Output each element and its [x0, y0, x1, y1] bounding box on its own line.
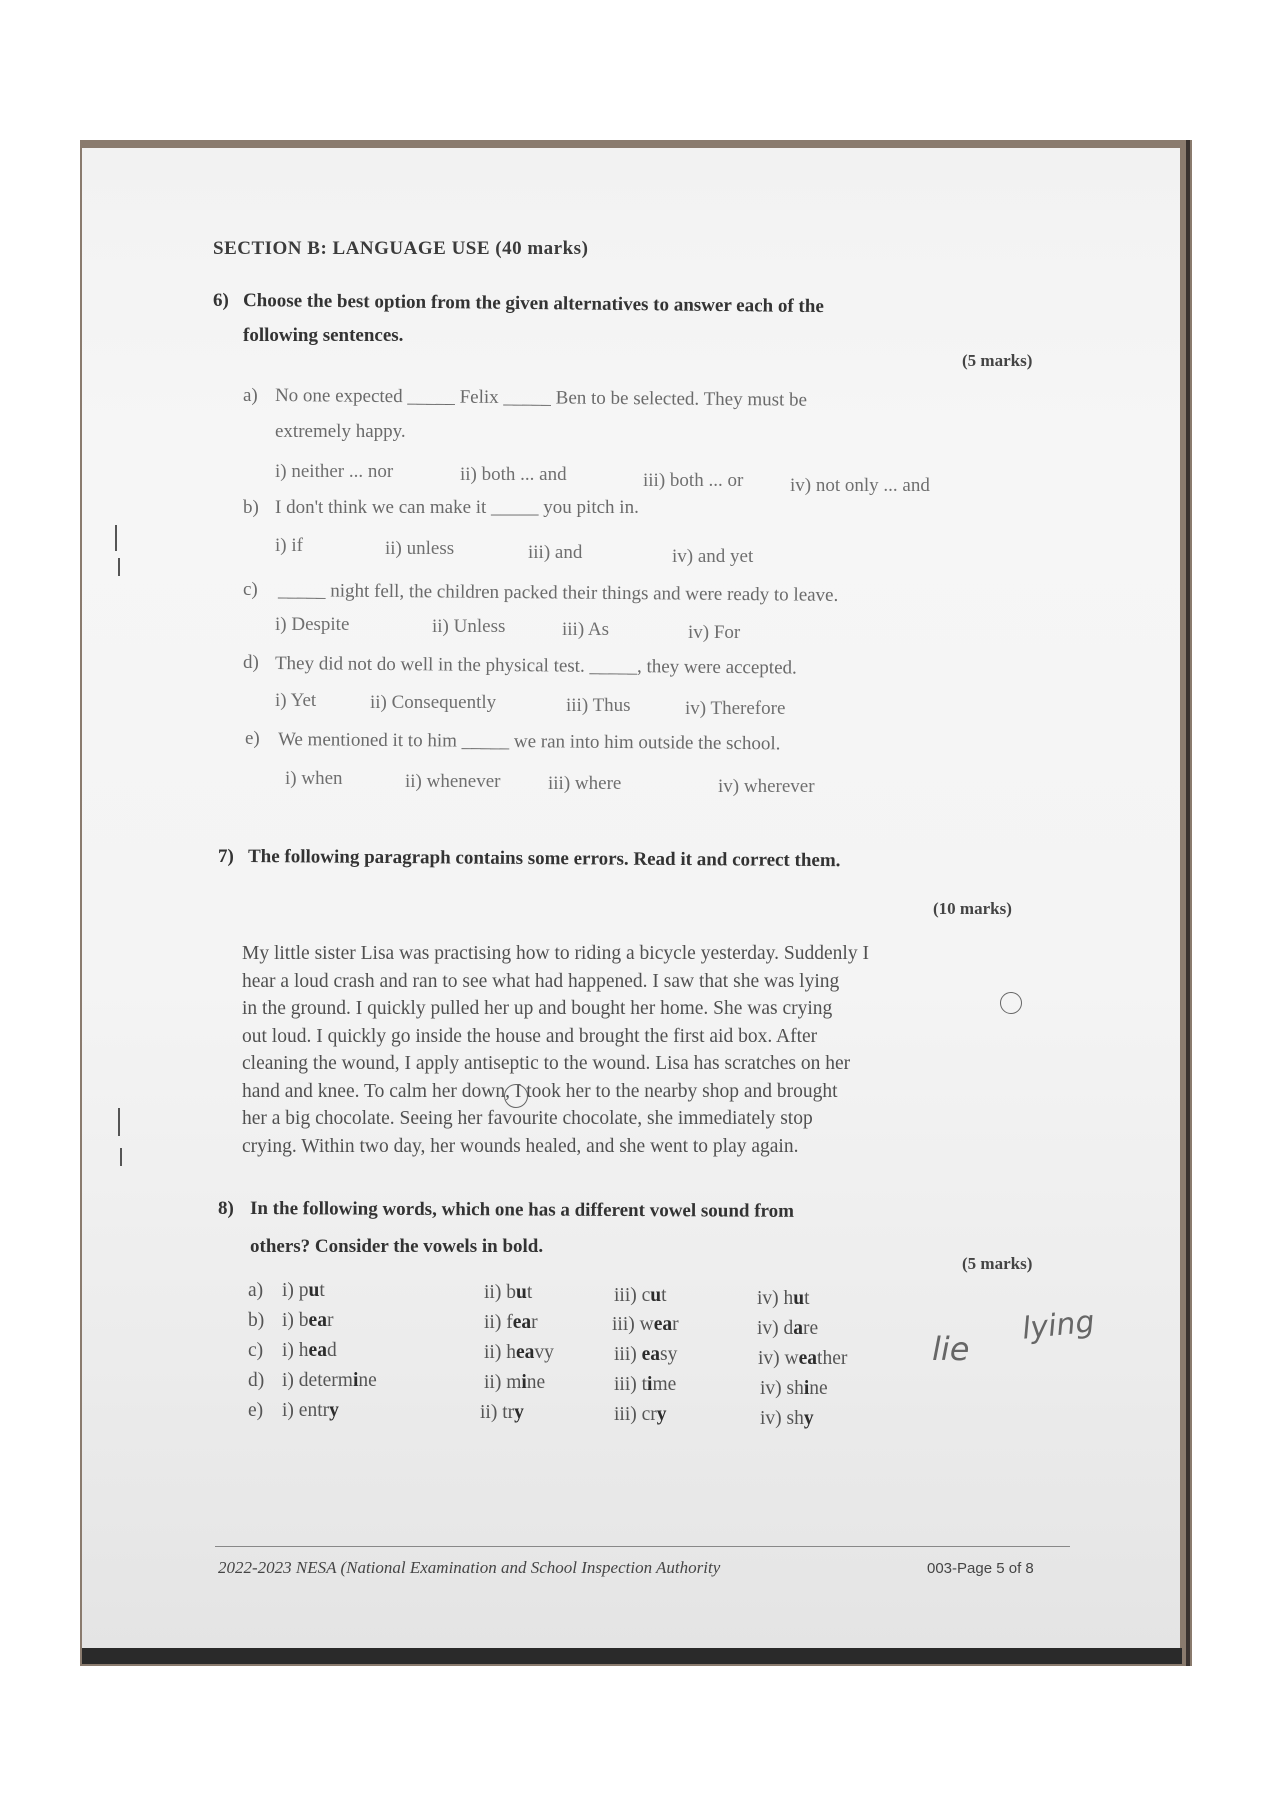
- margin-mark: [118, 558, 120, 576]
- q8-prompt: In the following words, which one has a different vowel sound from: [249, 1198, 795, 1222]
- margin-mark: [118, 1108, 120, 1136]
- q6-marks: (5 marks): [962, 351, 1033, 370]
- word-part: me: [652, 1374, 677, 1395]
- q6e-text: We mentioned it to him _____ we ran into him outside the school.: [277, 729, 781, 755]
- bold-vowel: y: [656, 1404, 667, 1425]
- q6e-option-2: ii) whenever: [405, 771, 501, 792]
- handwritten-note: lie: [932, 1330, 970, 1368]
- bold-vowel: y: [514, 1402, 524, 1423]
- word-part: re: [803, 1318, 819, 1339]
- q6b-option-3: iii) and: [528, 542, 583, 563]
- word-part: t: [661, 1285, 667, 1306]
- word-part: ii) h: [484, 1342, 516, 1363]
- word-part: iii) t: [614, 1374, 648, 1395]
- q6-prompt: Choose the best option from the given alternatives to answer each of the: [242, 290, 824, 318]
- q6d-text: They did not do well in the physical test. _____, they were accepted.: [274, 653, 797, 679]
- q6b-option-4: iv) and yet: [672, 546, 754, 567]
- word-part: t: [526, 1282, 533, 1303]
- q8e-word-3: [614, 1404, 667, 1426]
- word-part: i) p: [282, 1280, 309, 1301]
- pen-circle-mark: [1000, 992, 1022, 1014]
- q7-paragraph: [242, 940, 1072, 1160]
- word-part: r: [326, 1310, 334, 1331]
- q8c-label: c): [248, 1340, 264, 1361]
- q6b-option-1: i) if: [275, 535, 303, 556]
- q6b-label: b): [243, 497, 259, 518]
- q6c-label: c): [243, 579, 258, 600]
- section-title: SECTION B: LANGUAGE USE (40 marks): [213, 238, 589, 259]
- margin-mark: [115, 525, 117, 551]
- q8b-word-4: [757, 1318, 818, 1340]
- bold-vowel: ea: [308, 1340, 327, 1361]
- q6c-option-3: iii) As: [562, 619, 609, 640]
- q8a-word-1: [282, 1280, 325, 1302]
- q8b-word-1: [282, 1310, 333, 1332]
- q6c-option-2: ii) Unless: [432, 616, 506, 637]
- bold-vowel: y: [329, 1400, 339, 1421]
- page-number: 003-Page 5 of 8: [927, 1560, 1034, 1577]
- bold-vowel: u: [515, 1282, 527, 1303]
- bold-vowel: ea: [515, 1342, 535, 1363]
- bold-vowel: ea: [641, 1344, 661, 1365]
- word-part: iv) h: [757, 1288, 794, 1309]
- q8e-label: e): [248, 1400, 264, 1421]
- paragraph-line: crying. Within two day, her wounds healed, and she went to play again.: [242, 1135, 799, 1157]
- word-part: ii) f: [484, 1312, 513, 1333]
- paragraph-line: hand and knee. To calm her down, I took her to the nearby shop and brought: [242, 1080, 838, 1102]
- handwritten-note: lying: [1020, 1304, 1097, 1347]
- q6a-option-1: i) neither ... nor: [275, 461, 394, 482]
- bold-vowel: ea: [653, 1314, 673, 1335]
- word-part: iii) cr: [614, 1404, 657, 1425]
- q6a-option-3: iii) both ... or: [643, 470, 744, 491]
- bold-vowel: u: [650, 1285, 662, 1306]
- q8e-word-2: [480, 1402, 524, 1424]
- q8a-word-2: [484, 1282, 532, 1304]
- word-part: i) h: [282, 1340, 309, 1361]
- q6a-option-4: iv) not only ... and: [790, 475, 930, 496]
- q7-marks: (10 marks): [933, 899, 1012, 918]
- pen-circle-mark: [504, 1084, 528, 1108]
- q6-number: 6): [213, 290, 229, 311]
- word-part: r: [672, 1314, 679, 1335]
- q6d-label: d): [243, 652, 259, 673]
- word-part: ii) m: [484, 1372, 522, 1393]
- bold-vowel: ea: [512, 1312, 532, 1333]
- word-part: iv) d: [757, 1318, 794, 1339]
- bold-vowel: i: [352, 1370, 359, 1391]
- q8a-label: a): [248, 1280, 264, 1301]
- word-part: iii): [614, 1344, 642, 1365]
- paragraph-line: in the ground. I quickly pulled her up and bought her home. She was crying: [242, 998, 833, 1019]
- q8c-word-4: [758, 1348, 847, 1370]
- q8c-word-1: [282, 1340, 337, 1362]
- q8e-word-1: [282, 1400, 339, 1422]
- word-part: sy: [660, 1344, 678, 1365]
- exam-page: [82, 148, 1180, 1656]
- bold-vowel: ea: [798, 1348, 818, 1369]
- paragraph-line: hear a loud crash and ran to see what had happened. I saw that she was lying: [242, 970, 840, 992]
- word-part: iv) sh: [760, 1408, 804, 1429]
- bold-vowel: y: [803, 1408, 814, 1429]
- word-part: i) b: [282, 1310, 309, 1331]
- word-part: r: [531, 1312, 538, 1333]
- q8-number: 8): [218, 1198, 234, 1219]
- paragraph-line: out loud. I quickly go inside the house and brought the first aid box. After: [242, 1025, 818, 1047]
- word-part: i) determ: [282, 1370, 353, 1391]
- q6-prompt-line2: following sentences.: [243, 325, 404, 346]
- paragraph-line: My little sister Lisa was practising how to riding a bicycle yesterday. Suddenly I: [242, 943, 869, 964]
- word-part: t: [804, 1288, 810, 1309]
- q8a-word-3: [614, 1285, 667, 1307]
- word-part: vy: [534, 1342, 554, 1363]
- q6c-option-1: i) Despite: [275, 614, 350, 635]
- paragraph-line: her a big chocolate. Seeing her favourite chocolate, she immediately stop: [242, 1108, 813, 1129]
- q6d-option-3: iii) Thus: [566, 695, 631, 716]
- q8-marks: (5 marks): [962, 1254, 1033, 1273]
- word-part: i) entr: [282, 1400, 330, 1421]
- footer-text: 2022-2023 NESA (National Examination and School Inspection Authority: [218, 1558, 721, 1577]
- q6e-label: e): [245, 728, 260, 749]
- margin-mark: [120, 1148, 122, 1166]
- q8b-label: b): [248, 1310, 265, 1331]
- footer-divider: [215, 1546, 1070, 1547]
- q6c-option-4: iv) For: [688, 622, 741, 643]
- word-part: iv) w: [758, 1348, 799, 1369]
- paragraph-line: cleaning the wound, I apply antiseptic to the wound. Lisa has scratches on her: [242, 1053, 851, 1074]
- q6b-text: I don't think we can make it _____ you pitch in.: [275, 497, 639, 518]
- bold-vowel: u: [308, 1280, 320, 1301]
- word-part: ii) b: [484, 1282, 516, 1303]
- bold-vowel: u: [793, 1288, 805, 1309]
- q8b-word-3: [612, 1314, 679, 1336]
- q6e-option-4: iv) wherever: [718, 776, 815, 797]
- word-part: ne: [358, 1370, 377, 1391]
- q8d-word-3: [614, 1374, 676, 1396]
- q8c-word-3: [614, 1344, 677, 1366]
- q6a-option-2: ii) both ... and: [460, 464, 567, 485]
- q8e-word-4: [760, 1408, 814, 1430]
- word-part: ne: [526, 1372, 546, 1393]
- word-part: ther: [817, 1348, 848, 1369]
- bold-vowel: ea: [308, 1310, 327, 1331]
- bold-vowel: a: [793, 1318, 804, 1339]
- q8b-word-2: [484, 1312, 538, 1334]
- q6e-option-1: i) when: [285, 768, 343, 789]
- q6a-label: a): [243, 385, 258, 406]
- word-part: t: [319, 1280, 325, 1301]
- q8d-word-1: [282, 1370, 377, 1392]
- word-part: d: [326, 1340, 337, 1361]
- bold-vowel: i: [803, 1378, 810, 1399]
- q6d-option-2: ii) Consequently: [370, 692, 497, 713]
- page-right-edge: [1186, 140, 1190, 1666]
- q6e-option-3: iii) where: [548, 773, 622, 794]
- q7-number: 7): [218, 846, 234, 867]
- q8-prompt-line2: others? Consider the vowels in bold.: [250, 1236, 544, 1257]
- q8d-label: d): [248, 1370, 265, 1391]
- q6c-text: _____ night fell, the children packed their things and were ready to leave.: [277, 580, 839, 606]
- q8c-word-2: [484, 1342, 554, 1364]
- word-part: ii) tr: [480, 1402, 515, 1423]
- q8d-word-2: [484, 1372, 545, 1394]
- q7-prompt: The following paragraph contains some errors. Read it and correct them.: [247, 846, 841, 872]
- q8a-word-4: [757, 1288, 810, 1310]
- word-part: iv) sh: [760, 1378, 804, 1399]
- q6a-text-line2: extremely happy.: [275, 421, 406, 442]
- q6b-option-2: ii) unless: [385, 538, 455, 559]
- word-part: iii) w: [612, 1314, 654, 1335]
- word-part: iii) c: [614, 1285, 651, 1306]
- q6d-option-1: i) Yet: [275, 690, 317, 711]
- q6d-option-4: iv) Therefore: [685, 698, 786, 719]
- q8d-word-4: [760, 1378, 828, 1400]
- bold-vowel: i: [647, 1374, 653, 1395]
- q6a-text: No one expected _____ Felix _____ Ben to be selected. They must be: [274, 385, 808, 411]
- bold-vowel: i: [521, 1372, 527, 1393]
- page-bottom-edge: [82, 1648, 1182, 1664]
- word-part: ne: [809, 1378, 828, 1399]
